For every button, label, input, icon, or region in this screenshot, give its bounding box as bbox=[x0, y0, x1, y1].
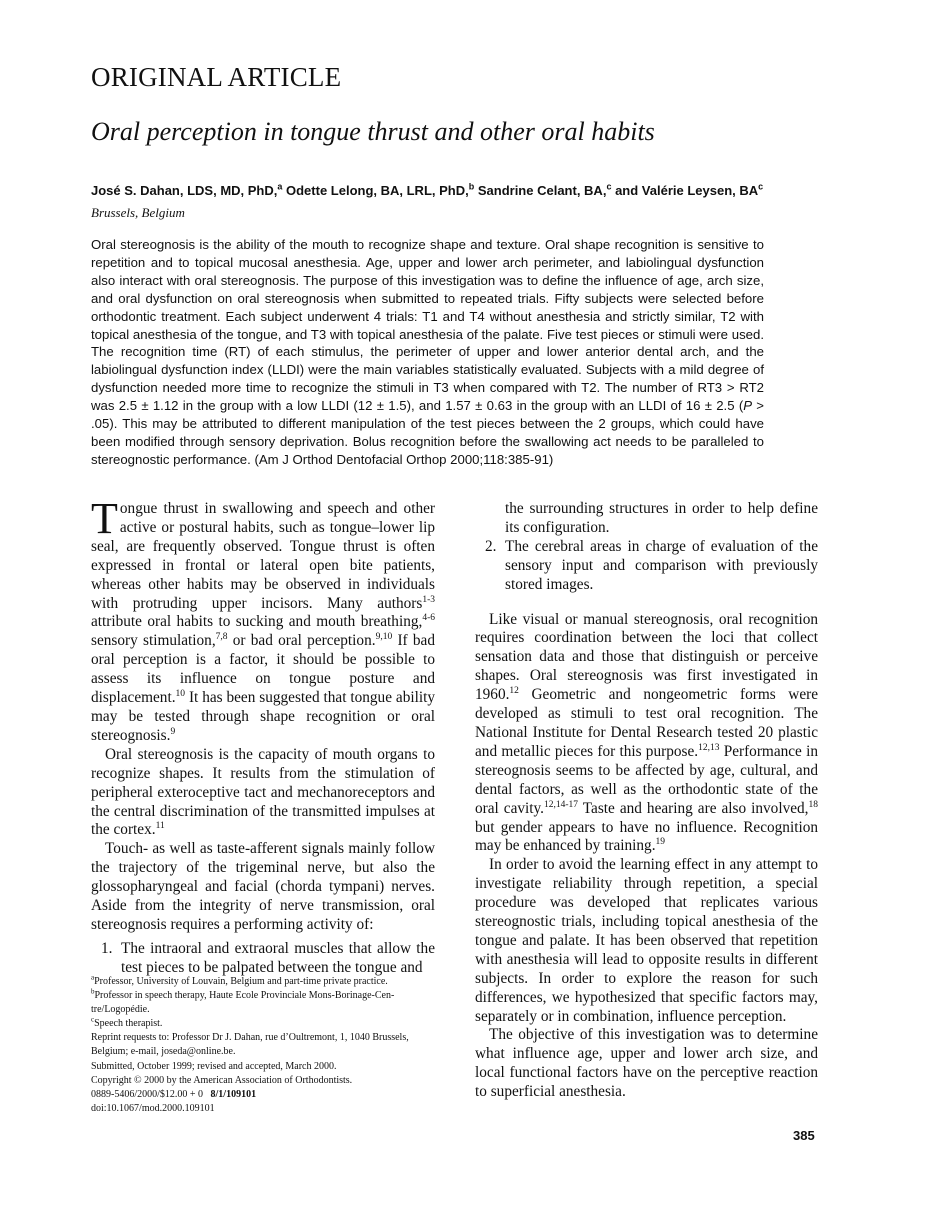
citation: 10 bbox=[175, 688, 186, 699]
author-affiliation-mark: b bbox=[468, 181, 475, 192]
footnote-text: Professor in speech therapy, Haute Ecole Provinciale Mons-Borinage-Cen- bbox=[94, 990, 395, 1002]
issn bbox=[91, 1088, 437, 1102]
body-paragraph bbox=[91, 746, 435, 841]
copyright: Copyright © 2000 by the American Association of Orthodontists. bbox=[91, 1074, 353, 1086]
body-text: Like visual or manual stereognosis, oral recognition requires coordination between the loci that collect sensation data and those that distinguish or perceive shapes. Oral stereognosis was first investigated in 1960. bbox=[475, 610, 818, 704]
footnote-mark: b bbox=[91, 987, 95, 996]
footnotes bbox=[91, 975, 437, 1116]
body-text: Taste and hearing are also involved, bbox=[578, 799, 809, 817]
page-number: 385 bbox=[793, 1128, 815, 1143]
citation: 19 bbox=[655, 837, 666, 848]
body-text: or bad oral perception. bbox=[227, 632, 376, 650]
footnote bbox=[91, 989, 437, 1003]
author-affiliation-mark: c bbox=[758, 181, 764, 192]
author-list bbox=[91, 183, 763, 198]
article-code: 8/1/109101 bbox=[210, 1088, 257, 1100]
body-text: Oral stereognosis is the capacity of mouth organs to recognize shapes. It results from the stimulation of peripheral exteroceptive tact and mechanoreceptors and the central discrimination of the transmitted impulses at the cortex. bbox=[91, 745, 435, 839]
citation: 7,8 bbox=[215, 632, 228, 643]
list-item-continuation: the surrounding structures in order to help define its configuration. bbox=[505, 500, 818, 536]
list-item bbox=[91, 940, 435, 978]
author-affiliation-mark: a bbox=[277, 181, 283, 192]
doi: doi:10.1067/mod.2000.109101 bbox=[91, 1102, 215, 1114]
body-text: ongue thrust in swallowing and speech and other active or postural habits, such as tongue–lower lip seal, are frequently observed. Tongue thrust is often expressed in frontal or lateral open bite patients, whereas other habits may be observed in individuals with protruding upper incisors. Many authors bbox=[91, 500, 435, 612]
body-text: attribute oral habits to sucking and mouth breathing, bbox=[91, 613, 423, 631]
issn-text: 0889-5406/2000/$12.00 + 0 bbox=[91, 1088, 204, 1100]
footnote-mark: c bbox=[91, 1015, 95, 1024]
citation: 12,14-17 bbox=[544, 799, 579, 810]
body-paragraph bbox=[91, 494, 435, 746]
abstract-text: > .05). This may be attributed to different manipulation of the test pieces between the 2 groups, which could have been modified through sensory deprivation. Bolus recognition before the swallowing act needs to be paralleled to stereognostic performance. (Am J Orthod Dentofacial Orthop 2000;118:385-91) bbox=[91, 398, 764, 467]
body-paragraph bbox=[475, 611, 818, 857]
author-name: Sandrine Celant, BA, bbox=[474, 183, 607, 198]
numbered-list bbox=[91, 940, 435, 978]
citation: 1-3 bbox=[422, 594, 435, 605]
body-column-right bbox=[475, 500, 818, 1102]
affiliation: Brussels, Belgium bbox=[91, 205, 185, 220]
body-text: Performance in stereognosis seems to be affected by age, cultural, and dental factors, as well as the orthodontic state of the oral cavity. bbox=[475, 742, 818, 817]
abstract-p-symbol: P bbox=[743, 398, 753, 414]
citation: 18 bbox=[808, 799, 818, 810]
list-item-text: The cerebral areas in charge of evaluation of the sensory input and comparison with previously stored images. bbox=[505, 537, 818, 593]
citation: 9,10 bbox=[375, 632, 393, 643]
drop-cap: T bbox=[91, 494, 118, 543]
section-label: ORIGINAL ARTICLE bbox=[91, 62, 342, 92]
footnote-text: Speech therapist. bbox=[94, 1018, 163, 1030]
list-item-text: The intraoral and extraoral muscles that allow the test pieces to be palpated between the tongue and bbox=[121, 939, 435, 976]
article-title: Oral perception in tongue thrust and other oral habits bbox=[91, 117, 655, 146]
body-text: but gender appears to have no influence. Recognition may be enhanced by training. bbox=[475, 818, 818, 855]
body-paragraph: Touch- as well as taste-afferent signals mainly follow the trajectory of the trigeminal nerve, but also the glossopharyngeal and facial (chorda tympani) nerves. Aside from the integrity of nerve transmission, oral stereognosis requires a performing activity of: bbox=[91, 840, 435, 933]
citation: 11 bbox=[155, 821, 165, 832]
body-text: It has been suggested that tongue ability may be tested through shape recognition or oral stereognosis. bbox=[91, 689, 435, 744]
abstract bbox=[91, 236, 764, 469]
reprint-request: Belgium; e-mail, joseda@online.be. bbox=[91, 1046, 236, 1058]
author-affiliation-mark: c bbox=[606, 181, 612, 192]
body-text: Geometric and nongeometric forms were developed as stimuli to test oral recognition. The National Institute for Dental Research tested 20 plastic and metallic pieces for this purpose. bbox=[475, 686, 818, 760]
citation: 12 bbox=[509, 686, 519, 697]
numbered-list bbox=[475, 538, 818, 595]
author-name: José S. Dahan, LDS, MD, PhD, bbox=[91, 183, 278, 198]
reprint-request: Reprint requests to: Professor Dr J. Dahan, rue d’Oultremont, 1, 1040 Brussels, bbox=[91, 1032, 409, 1044]
footnote bbox=[91, 975, 437, 989]
citation: 12,13 bbox=[698, 742, 720, 753]
citation: 9 bbox=[170, 726, 176, 737]
footnote-mark: a bbox=[91, 973, 95, 982]
list-number: 2. bbox=[485, 537, 497, 555]
body-text: If bad oral perception is a factor, it should be possible to assess its influence on tongue posture and displacement. bbox=[91, 632, 435, 707]
footnote bbox=[91, 1017, 437, 1031]
body-text: sensory stimulation, bbox=[91, 632, 216, 650]
submission-dates: Submitted, October 1999; revised and accepted, March 2000. bbox=[91, 1060, 337, 1072]
author-name: Odette Lelong, BA, LRL, PhD, bbox=[282, 183, 469, 198]
body-column-left bbox=[91, 494, 435, 978]
body-paragraph: In order to avoid the learning effect in any attempt to investigate reliability through repetition, a special procedure was developed that replicates various stereognostic trials, including topical anesthesia of the tongue and palate. It has been observed that repetition with anesthesia will lead to opposite results in different subjects. In order to explore the reason for such differences, we hypothesized that specific factors may, separately or in combination, influence perception. bbox=[475, 856, 818, 1025]
list-item bbox=[475, 538, 818, 595]
body-paragraph: The objective of this investigation was to determine what influence age, upper and lower arch size, and local functional factors have on the perceptive reaction to superficial anesthesia. bbox=[475, 1026, 818, 1101]
footnote-text: Professor, University of Louvain, Belgium and part-time private practice. bbox=[94, 976, 388, 987]
author-name: and Valérie Leysen, BA bbox=[611, 183, 759, 198]
list-number: 1. bbox=[101, 939, 113, 957]
abstract-text: Oral stereognosis is the ability of the mouth to recognize shape and texture. Oral shape recognition is sensitive to repetition and to topical mucosal anesthesia. Age, upper and lower arch perimeter, and labiolingual dysfunction also interact with oral stereognosis. The purpose of this investigation was to define the influence of age, arch size, and oral dysfunction on oral stereognosis when submitted to repeated trials. Fifty subjects were selected before orthodontic treatment. Each subject underwent 4 trials: T1 and T4 without anesthesia and strictly similar, T2 with topical anesthesia of the tongue, and T3 with topical anesthesia of the palate. Five test pieces or stimuli were used. The recognition time (RT) of each stimulus, the perimeter of upper and lower anterior dental arch, and the labiolingual dysfunction index (LLDI) were the main variables statistically evaluated. Subjects with a mild degree of dysfunction needed more time to recognize the stimuli in T3 when compared with T2. The number of RT3 > RT2 was 2.5 ± 1.12 in the group with a low LLDI (12 ± 1.5), and 1.57 ± 0.63 in the group with an LLDI of 16 ± 2.5 ( bbox=[91, 237, 764, 414]
footnote-text: tre/Logopédie. bbox=[91, 1004, 150, 1016]
citation: 4-6 bbox=[422, 613, 435, 624]
